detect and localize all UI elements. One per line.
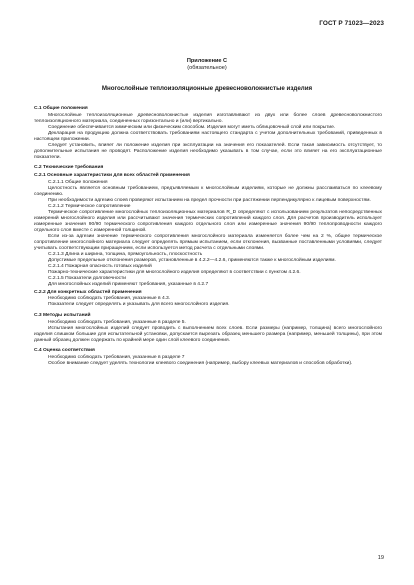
document-title: Многослойные теплоизоляционные древесноволокнистые изделия [101,85,313,92]
paragraph: Соединение обеспечивается химическим или физическим способом. Изделия могут иметь облицовочный слой или покрытие. [48,125,336,131]
paragraph: При необходимости адгезию слоев проверяют испытанием на предел прочности при растяжении перпендикулярно к лицевым поверхностям. [48,197,371,203]
paragraph: Если из-за адгезии значение термического сопротивления многослойного материала изменяется более чем на 2 %, общее термическое сопротивление многослойного материала следует определять прямым испытанием, если отклонения, вызванные поставленными условиями, следует учитывать соответствующим приращением, если используется метод расчета с отдельными слоями. [34,233,382,252]
paragraph: Необходимо соблюдать требования, указанные в разделе 5. [48,319,186,325]
paragraph: Показатели следует определять и указывать для всего многослойного изделия. [48,302,230,308]
paragraph: Целостность является основным требованием, предъявляемым к многослойным изделиям, которые не должны расслаиваться по клеевому соединению. [34,185,382,197]
section-heading: С.2.1 Основные характеристики для всех областей применения [34,173,190,179]
paragraph: Необходимо соблюдать требования, указанные в разделе 7 [48,354,185,360]
paragraph: Для многослойных изделий применяют требования, указанные в 4.2.7 [48,282,209,288]
paragraph: Термическое сопротивление многослойных теплоизоляционных материалов R_D определяют с использованием результатов непосредственных измерений многослойного изделия или рассчитывают значения термических сопротивлений каждого слоя. Для расчетов производитель использует измеренные значения 90/90 термического сопротивления каждого отдельного слоя или измеренные значения 90/90 теплопроводности каждого отдельного слоя вместе с измеренной толщиной. [34,209,382,233]
paragraph: С.2.1.1 Общие положения [48,179,108,185]
standard-designation: ГОСТ Р 71023—2023 [319,20,384,27]
paragraph: С.2.1.2 Термическое сопротивление [48,203,131,209]
section-heading: С.2 Технические требования [34,165,104,171]
appendix-heading [0,58,414,73]
paragraph: С.2.1.5 Показатели долговечности [48,276,127,282]
paragraph: Пожарно-технические характеристики для многослойного изделия определяют в соответствии с пунктом 4.2.6. [48,270,301,276]
section-heading: С.4 Оценка соответствия [34,347,95,353]
section-heading: С.2.2 Для конкретных областей применения [34,290,142,296]
paragraph: С.2.1.4 Пожарная опасность готовых изделий [48,264,152,270]
paragraph: С.2.1.3 Длина и ширина, толщина, прямоугольность, плоскостность [48,252,203,258]
paragraph: Особое внимание следует уделять технологии клеевого соединения (например, выбору клеевых материалов и способов обработки). [48,360,353,366]
appendix-title: Приложение С [186,58,228,64]
section-heading: С.1 Общие положения [34,106,88,111]
paragraph: Следует установить, влияет ли положение изделия при эксплуатации на значения его показателей. Если такая зависимость отсутствует, то дополнительные испытания не проводят. Расположение изделия необходимо указывать в том случае, если это влияет на его эксплуатационные показатели. [34,143,382,161]
paragraph: Многослойные теплоизоляционные древесноволокнистые изделия изготавливают из двух или более слоев древесноволокнистого теплоизоляционного материала, соединенных горизонтально и (или) вертикально. [34,113,382,125]
section-heading: С.3 Методы испытаний [34,312,91,318]
paragraph: Испытания многослойных изделий следует проводить с выполнением всех слоев. Если размеры (например, толщина) всего многослойного изделия слишком большие для испытательной установки, допускается вырезать образец меньшего размера (например, меньшей толщины), при этом данный образец должен содержать по крайней мере один слой клеевого соединения. [34,325,382,343]
page-number: 19 [377,555,384,561]
paragraph: Декларация на продукцию должна соответствовать требованиям настоящего стандарта с учетом дополнительных требований, приведенных в настоящем приложении. [34,131,382,143]
paragraph: Допустимые предельные отклонения размеров, установленные в 4.2.2—4.2.6, применяются также к многослойным изделиям. [48,258,336,264]
document-body [34,102,382,367]
appendix-status: (обязательное) [187,65,227,72]
paragraph: Необходимо соблюдать требования, указанные в 4.3. [48,296,171,302]
